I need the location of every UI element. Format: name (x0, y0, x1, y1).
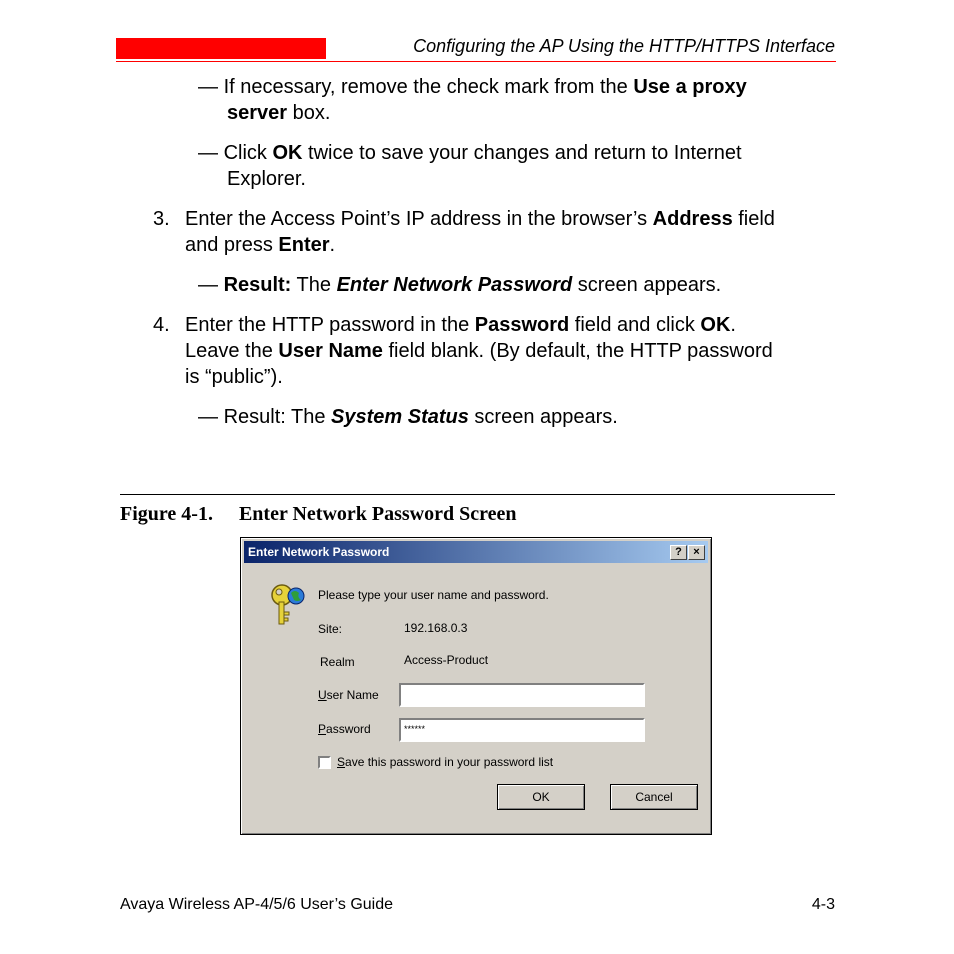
text: screen appears. (468, 406, 618, 428)
mnemonic: P (318, 722, 327, 736)
save-password-label (337, 755, 553, 769)
figure-title: Enter Network Password Screen (238, 503, 517, 525)
figure-number: Figure 4-1. (120, 503, 213, 525)
bold-text: User Name (278, 340, 383, 362)
step-4-text-line3: is “public”). (185, 366, 283, 388)
dash: — (198, 274, 224, 296)
text: If necessary, remove the check mark from the (223, 76, 634, 98)
text: Leave the (185, 340, 279, 362)
caption-rule (120, 494, 835, 495)
text: twice to save your changes and return to Internet (302, 142, 742, 164)
realm-value: Access-Product (404, 653, 489, 667)
bold-text: Result: (223, 274, 292, 296)
site-label: Site: (318, 622, 343, 636)
bullet-click-ok-line2: Explorer. (227, 168, 306, 190)
step-3-text-line2 (185, 232, 335, 258)
bold-text: server (227, 102, 288, 124)
header-title: Configuring the AP Using the HTTP/HTTPS Interface (413, 36, 835, 56)
password-label (318, 722, 371, 736)
label-text: ave this password in your password list (345, 755, 554, 769)
bold-text: OK (700, 314, 731, 336)
text: screen appears. (572, 274, 722, 296)
step-4-text-line2 (185, 338, 773, 364)
bullet-remove-proxy (198, 74, 747, 100)
dialog-prompt: Please type your user name and password. (318, 588, 549, 602)
bullet-remove-proxy-line2 (227, 100, 330, 126)
text: and press (185, 234, 279, 256)
bold-text: Password (474, 314, 570, 336)
text: field blank. (By default, the HTTP password (382, 340, 773, 362)
username-label (318, 688, 379, 702)
password-input[interactable]: ****** (399, 718, 645, 742)
dash: — (198, 76, 224, 98)
step-3-text (185, 206, 775, 232)
bold-text: Use a proxy (633, 76, 747, 98)
dash: — (198, 142, 224, 164)
key-icon (269, 582, 309, 628)
footer-guide-title: Avaya Wireless AP-4/5/6 User’s Guide (120, 896, 394, 913)
mnemonic: U (318, 688, 327, 702)
step-3-number: 3. (153, 208, 170, 230)
label-text: ser Name (326, 688, 379, 702)
result-3 (198, 272, 721, 298)
ok-button[interactable]: OK (497, 784, 585, 810)
username-input[interactable] (399, 683, 645, 707)
bold-italic-text: Enter Network Password (336, 274, 573, 296)
text: field (732, 208, 775, 230)
text: . (329, 234, 336, 256)
text: . (730, 314, 736, 336)
help-button[interactable]: ? (670, 545, 687, 560)
text: Enter the Access Point’s IP address in the browser’s (185, 208, 653, 230)
site-value: 192.168.0.3 (404, 621, 468, 635)
header-rule (116, 61, 836, 62)
text: box. (287, 102, 331, 124)
figure-caption (120, 503, 517, 526)
close-button[interactable]: × (688, 545, 705, 560)
header-red-bar (116, 38, 326, 59)
realm-label: Realm (320, 655, 355, 669)
footer-page-number: 4-3 (811, 896, 835, 913)
text: The (291, 274, 337, 296)
bold-text: Address (652, 208, 733, 230)
text: field and click (569, 314, 701, 336)
cancel-button[interactable]: Cancel (610, 784, 698, 810)
text: Result: The (223, 406, 332, 428)
bold-italic-text: System Status (331, 406, 469, 428)
text: Enter the HTTP password in the (185, 314, 475, 336)
step-4-number: 4. (153, 314, 170, 336)
mnemonic: S (337, 755, 346, 769)
enter-network-password-dialog (240, 537, 712, 835)
label-text: assword (326, 722, 371, 736)
dialog-title: Enter Network Password (248, 545, 390, 559)
dash: — (198, 406, 224, 428)
bold-text: OK (272, 142, 303, 164)
bullet-click-ok (198, 140, 742, 166)
bold-text: Enter (278, 234, 330, 256)
step-4-text (185, 312, 736, 338)
result-4 (198, 404, 618, 430)
save-password-checkbox[interactable] (318, 756, 331, 769)
dialog-titlebar (244, 541, 708, 563)
text: Click (223, 142, 273, 164)
